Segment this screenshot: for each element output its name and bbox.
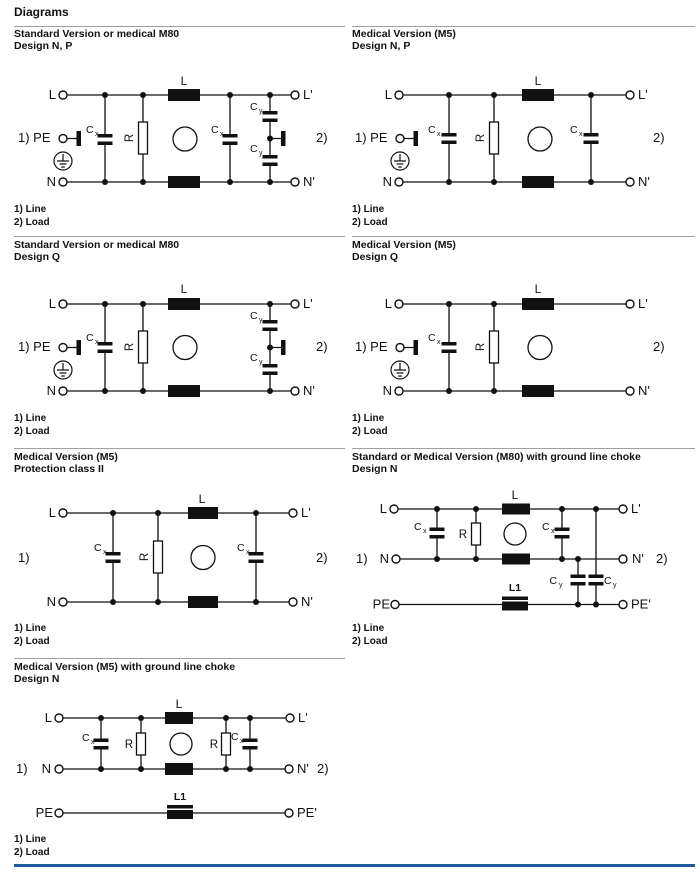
svg-text:L: L xyxy=(48,296,56,311)
svg-text:y: y xyxy=(259,359,263,366)
svg-text:PE: PE xyxy=(372,596,390,612)
footnotes: 1) Line 2) Load xyxy=(14,834,50,858)
footnotes: 1) Line 2) Load xyxy=(352,623,388,647)
section-title-m5-ground-choke: Medical Version (M5) with ground line choke Design N xyxy=(14,661,236,685)
svg-text:L': L' xyxy=(301,505,311,520)
svg-text:R: R xyxy=(209,739,218,751)
svg-text:y: y xyxy=(259,317,263,324)
svg-text:L: L xyxy=(534,282,542,296)
svg-text:L': L' xyxy=(638,296,648,311)
svg-text:R: R xyxy=(139,552,151,562)
svg-text:L: L xyxy=(180,282,188,296)
svg-text:x: x xyxy=(246,549,250,556)
svg-text:y: y xyxy=(559,582,563,589)
svg-text:L1: L1 xyxy=(508,582,522,594)
svg-text:C: C xyxy=(237,542,245,554)
footnotes: 1) Line 2) Load xyxy=(14,204,50,228)
svg-text:x: x xyxy=(240,738,244,745)
svg-text:L: L xyxy=(180,74,188,88)
svg-text:N: N xyxy=(41,761,51,776)
choke-neutral xyxy=(165,763,193,775)
svg-text:y: y xyxy=(259,108,263,115)
svg-text:L': L' xyxy=(303,87,313,102)
capacitor-cx1 xyxy=(94,739,109,750)
svg-text:x: x xyxy=(423,528,427,535)
svg-text:2): 2) xyxy=(656,551,668,566)
svg-text:C: C xyxy=(428,124,436,136)
svg-text:L': L' xyxy=(631,501,641,516)
svg-text:R: R xyxy=(475,133,487,143)
svg-text:C: C xyxy=(250,352,258,364)
svg-text:x: x xyxy=(91,739,95,746)
svg-text:N: N xyxy=(382,174,392,189)
svg-text:L: L xyxy=(534,74,542,88)
svg-text:2): 2) xyxy=(653,339,665,354)
svg-text:N': N' xyxy=(638,383,650,398)
svg-text:PE: PE xyxy=(35,805,53,820)
capacitor-cx2 xyxy=(243,739,258,750)
svg-text:1): 1) xyxy=(18,550,30,565)
svg-text:L: L xyxy=(511,488,519,502)
svg-text:x: x xyxy=(579,131,583,138)
svg-text:C: C xyxy=(86,332,94,344)
svg-text:L': L' xyxy=(298,710,308,725)
svg-text:C: C xyxy=(414,521,422,533)
svg-text:PE': PE' xyxy=(631,596,651,612)
svg-text:1): 1) xyxy=(356,551,368,566)
section-title-m80-ground-choke: Standard or Medical Version (M80) with ground line choke Design N xyxy=(352,451,641,475)
svg-text:y: y xyxy=(259,150,263,157)
svg-text:C: C xyxy=(250,101,258,113)
svg-text:R: R xyxy=(124,342,136,352)
footnotes: 1) Line 2) Load xyxy=(14,623,50,647)
svg-text:2): 2) xyxy=(316,550,328,565)
svg-text:C: C xyxy=(428,332,436,344)
svg-text:L: L xyxy=(44,710,52,725)
svg-text:L: L xyxy=(48,505,56,520)
page-title: Diagrams xyxy=(14,5,69,19)
svg-text:1) PE: 1) PE xyxy=(355,339,388,354)
svg-text:x: x xyxy=(551,528,555,535)
svg-text:1): 1) xyxy=(16,761,28,776)
svg-text:x: x xyxy=(437,131,441,138)
choke-core-circle xyxy=(170,733,192,755)
svg-text:L: L xyxy=(175,697,183,711)
section-title-m5-class2: Medical Version (M5) Protection class II xyxy=(14,451,118,475)
svg-text:C: C xyxy=(570,124,578,136)
svg-text:x: x xyxy=(437,339,441,346)
svg-text:L': L' xyxy=(303,296,313,311)
svg-text:1) PE: 1) PE xyxy=(355,130,388,145)
svg-text:C: C xyxy=(86,124,94,136)
svg-text:C: C xyxy=(542,521,550,533)
svg-text:N: N xyxy=(382,383,392,398)
svg-text:2): 2) xyxy=(653,130,665,145)
svg-text:x: x xyxy=(95,339,99,346)
svg-text:C: C xyxy=(231,731,239,743)
section-title-std-m80-q: Standard Version or medical M80 Design Q xyxy=(14,239,180,263)
svg-text:L': L' xyxy=(638,87,648,102)
svg-text:x: x xyxy=(103,549,107,556)
svg-text:2): 2) xyxy=(316,130,328,145)
section-title-m5-np: Medical Version (M5) Design N, P xyxy=(352,28,456,52)
choke-top xyxy=(165,712,193,724)
svg-text:y: y xyxy=(613,582,617,589)
svg-text:PE': PE' xyxy=(297,805,317,820)
footnotes: 1) Line 2) Load xyxy=(14,413,50,437)
svg-text:L1: L1 xyxy=(173,791,187,803)
svg-text:C: C xyxy=(82,732,90,744)
section-title-m5-q: Medical Version (M5) Design Q xyxy=(352,239,456,263)
footnotes: 1) Line 2) Load xyxy=(352,204,388,228)
svg-text:L: L xyxy=(48,87,56,102)
svg-text:R: R xyxy=(475,342,487,352)
svg-text:C: C xyxy=(211,124,219,136)
svg-text:R: R xyxy=(124,133,136,143)
svg-text:N': N' xyxy=(297,761,309,776)
svg-text:L: L xyxy=(379,501,387,516)
svg-text:N': N' xyxy=(303,383,315,398)
svg-text:C: C xyxy=(250,143,258,155)
svg-text:N': N' xyxy=(632,551,644,566)
svg-text:L: L xyxy=(384,87,392,102)
svg-text:C: C xyxy=(94,542,102,554)
svg-text:C: C xyxy=(604,575,612,587)
svg-text:1) PE: 1) PE xyxy=(18,339,51,354)
svg-text:N': N' xyxy=(301,594,313,609)
footnotes: 1) Line 2) Load xyxy=(352,413,388,437)
svg-text:2): 2) xyxy=(317,761,329,776)
svg-text:C: C xyxy=(549,575,557,587)
svg-text:x: x xyxy=(220,131,224,138)
resistor-1 xyxy=(137,733,146,755)
svg-text:N: N xyxy=(46,174,56,189)
svg-text:N': N' xyxy=(638,174,650,189)
svg-text:2): 2) xyxy=(316,339,328,354)
ground-line-choke xyxy=(167,805,193,819)
svg-text:R: R xyxy=(458,529,467,541)
svg-text:1) PE: 1) PE xyxy=(18,130,51,145)
svg-text:L: L xyxy=(384,296,392,311)
svg-text:N: N xyxy=(46,594,56,609)
section-title-std-m80-np: Standard Version or medical M80 Design N, P xyxy=(14,28,180,52)
svg-text:C: C xyxy=(250,310,258,322)
svg-text:x: x xyxy=(95,131,99,138)
svg-text:R: R xyxy=(124,739,133,751)
svg-text:N': N' xyxy=(303,174,315,189)
resistor-2 xyxy=(222,733,231,755)
svg-text:N: N xyxy=(379,551,389,566)
svg-text:N: N xyxy=(46,383,56,398)
svg-text:L: L xyxy=(198,492,206,506)
